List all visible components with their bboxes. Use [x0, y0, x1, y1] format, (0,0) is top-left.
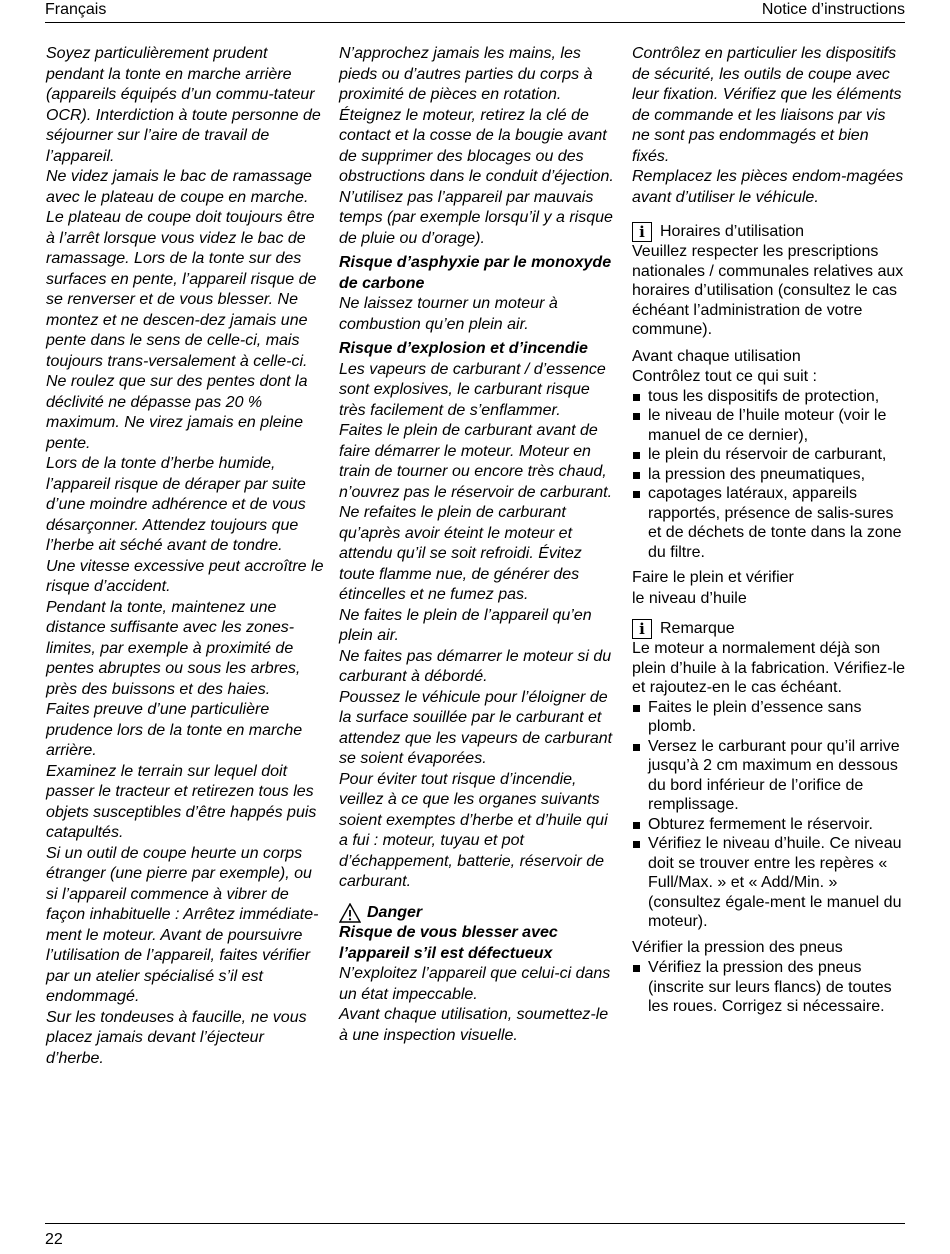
page-number: 22: [45, 1231, 63, 1248]
hours-heading: Horaires d’utilisation: [660, 223, 805, 240]
paragraph: Examinez le terrain sur lequel doit passer le tracteur et retirezen tous les objets susceptibles d’être happés puis catapultés.: [46, 762, 317, 841]
paragraph: Ne refaites le plein de carburant qu’après avoir éteint le moteur et attendu qu’il se soit refroidi. Évitez toute flamme nue, de générer des étincelles et ne fumez pas.: [339, 504, 582, 603]
list-item: tous les dispositifs de protection,: [632, 387, 907, 407]
info-icon: i: [632, 619, 652, 639]
info-icon: i: [632, 222, 652, 242]
paragraph: Les vapeurs de carburant / d’essence sont explosives, le carburant risque très facilement de s’enflammer.: [339, 360, 606, 419]
danger-heading: Risque de vous blesser avec l’appareil s’il est défectueux: [339, 924, 558, 962]
paragraph: Faites preuve d’une particulière prudence lors de la tonte en marche arrière.: [46, 701, 303, 759]
tire-heading: Vérifier la pression des pneus: [632, 938, 843, 956]
paragraph: N’utilisez pas l’appareil par mauvais temps (par exemple lorsqu’il y a risque de pluie ou d’orage).: [339, 188, 613, 247]
list-item: Versez le carburant pour qu’il arrive jusqu’à 2 cm maximum en dessous du bord inférieur de l’orifice de remplissage.: [632, 737, 907, 815]
list-item: Obturez fermement le réservoir.: [632, 815, 907, 835]
remark-label: Remarque: [660, 620, 735, 637]
paragraph: Pendant la tonte, maintenez une distance suffisante avec les zones-limites, par exemple à proximité de pentes abruptes ou sous les arbres, près des buissons et des haies.: [46, 598, 301, 698]
danger-label: Danger: [367, 903, 423, 921]
paragraph: Pour éviter tout risque d’incendie, veillez à ce que les organes suivants soient exemptes d’herbe et d’huile qui a fui : moteur, tuyau et pot d’échappement, batterie, réservoir de carburant.: [339, 770, 608, 890]
list-item: capotages latéraux, appareils rapportés, présence de salis-sures et de déchets de tonte dans la zone du filtre.: [632, 484, 907, 562]
before-use-list: [632, 387, 907, 563]
paragraph: Soyez particulièrement prudent pendant la tonte en marche arrière (appareils équipés d’un commu-tateur OCR). Interdiction à toute personne de séjourner sur l’aire de travail de l’appareil.: [46, 45, 321, 165]
paragraph: N’exploitez l’appareil que celui-ci dans un état impeccable.: [339, 965, 611, 1003]
explosion-heading: Risque d’explosion et d’incendie: [339, 340, 588, 357]
hours-heading-row: [632, 222, 907, 242]
paragraph: Lors de la tonte d’herbe humide, l’appareil risque de déraper par suite d’une moindre adhérence et de vous désarçonner. Attendez toujours que l’herbe ait séché avant de tondre.: [46, 455, 306, 554]
fill-list: [632, 698, 907, 932]
header-language: Français: [45, 1, 107, 18]
paragraph: Poussez le véhicule pour l’éloigner de la surface souillée par le carburant et attendez que les vapeurs de carburant se soient évaporées.: [339, 688, 613, 767]
danger-label-row: [339, 903, 619, 924]
remark-heading-row: [632, 619, 907, 639]
column-2: [339, 44, 619, 1046]
asphyxia-heading: Risque d’asphyxie par le monoxyde de carbone: [339, 254, 612, 292]
list-item: le niveau de l’huile moteur (voir le manuel de ce dernier),: [632, 406, 907, 445]
list-item: le plein du réservoir de carburant,: [632, 445, 907, 465]
paragraph: Ne laissez tourner un moteur à combustion qu’en plein air.: [339, 295, 558, 333]
paragraph: Veuillez respecter les prescriptions nationales / communales relatives aux horaires d’utilisation (consultez le cas échéant l’administration de votre commune).: [632, 243, 904, 338]
paragraph: Une vitesse excessive peut accroître le risque d’accident.: [46, 557, 324, 595]
paragraph: Éteignez le moteur, retirez la clé de contact et la cosse de la bougie avant de supprimer des blocages ou des obstructions dans le conduit d’éjection.: [339, 106, 614, 185]
list-item: la pression des pneumatiques,: [632, 465, 907, 485]
paragraph: Le moteur a normalement déjà son plein d’huile à la fabrication. Vérifiez-le et rajoutez-en le cas échéant.: [632, 640, 906, 696]
paragraph: Ne faites le plein de l’appareil qu’en plein air.: [339, 606, 592, 644]
fill-heading-line2: le niveau d’huile: [632, 589, 747, 607]
footer-rule: [45, 1223, 905, 1224]
header-rule: [45, 22, 905, 23]
column-3: [632, 44, 907, 1017]
fill-heading-line1: Faire le plein et vérifier: [632, 569, 794, 586]
list-item: Vérifiez le niveau d’huile. Ce niveau doit se trouver entre les repères « Full/Max. » et « Add/Min. » (consultez égale-ment le manuel du moteur).: [632, 834, 907, 932]
list-item: Vérifiez la pression des pneus (inscrite sur leurs flancs) de toutes les roues. Corrigez si nécessaire.: [632, 958, 907, 1017]
list-item: Faites le plein d’essence sans plomb.: [632, 698, 907, 737]
tire-list: [632, 958, 907, 1017]
paragraph: Contrôlez en particulier les dispositifs de sécurité, les outils de coupe avec leur fixation. Vérifiez que les éléments de commande et les liaisons par vis ne sont pas endommagés et bien fixés.: [632, 45, 902, 165]
paragraph: N’approchez jamais les mains, les pieds ou d’autres parties du corps à proximité de pièces en rotation.: [339, 45, 593, 103]
paragraph: Avant chaque utilisation, soumettez-le à une inspection visuelle.: [339, 1006, 609, 1044]
warning-triangle-icon: [339, 903, 361, 923]
before-use-intro: Contrôlez tout ce qui suit :: [632, 368, 817, 385]
header-document-title: Notice d’instructions: [761, 1, 905, 18]
column-1: [46, 44, 326, 1069]
paragraph: Sur les tondeuses à faucille, ne vous placez jamais devant l’éjecteur d’herbe.: [46, 1008, 307, 1067]
paragraph: Faites le plein de carburant avant de faire démarrer le moteur. Moteur en train de tourner ou encore très chaud, n’ouvrez pas le réservoir de carburant.: [339, 422, 613, 501]
paragraph: Ne videz jamais le bac de ramassage avec le plateau de coupe en marche. Le plateau de coupe doit toujours être à l’arrêt lorsque vous videz le bac de ramassage. Lors de la tonte sur des surfaces en pente, l’appareil risque de se renverser et de vous blesser. Ne montez et ne descen-dez jamais une pente dans le sens de celle-ci, mais toujours trans-versalement à celle-ci.: [46, 168, 317, 370]
before-use-heading: Avant chaque utilisation: [632, 347, 801, 365]
paragraph: Ne faites pas démarrer le moteur si du carburant à débordé.: [339, 647, 612, 685]
paragraph: Ne roulez que sur des pentes dont la déclivité ne dépasse pas 20 % maximum. Ne virez jamais en pleine pente.: [46, 373, 308, 452]
paragraph: Si un outil de coupe heurte un corps étranger (une pierre par exemple), ou si l’appareil commence à vibrer de façon inhabituelle : Arrêtez immédiate-ment le moteur. Avant de poursuivre l’utilisation de l’appareil, faites vérifier par un atelier spécialisé s’il est endommagé.: [46, 844, 319, 1005]
paragraph: Remplacez les pièces endom-magées avant d’utiliser le véhicule.: [632, 168, 904, 206]
